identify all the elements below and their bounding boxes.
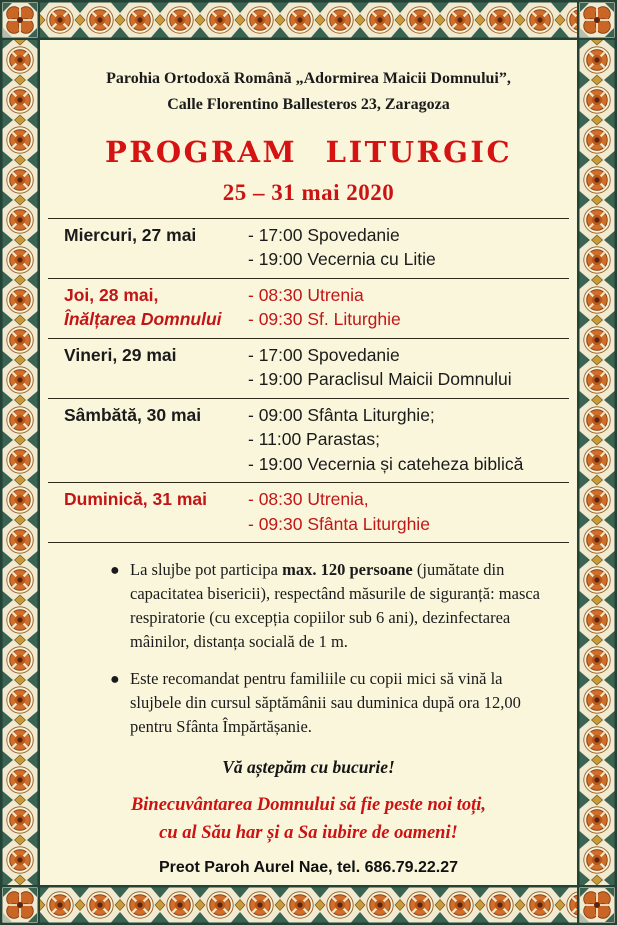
service-time: - 08:30 Utrenia bbox=[248, 284, 364, 305]
day-label: Vineri, 29 mai bbox=[64, 344, 177, 365]
tile-border-right bbox=[577, 40, 617, 885]
service-time: - 19:00 Vecernia cu Litie bbox=[248, 249, 436, 270]
page-title: PROGRAM LITURGIC bbox=[104, 134, 513, 169]
schedule-row-wednesday bbox=[48, 219, 569, 279]
note-text-bold: max. 120 persoane bbox=[282, 560, 413, 580]
date-range: 25 – 31 mai 2020 bbox=[222, 179, 395, 205]
tile-border-left bbox=[0, 40, 40, 885]
welcome-message: Vă aștepăm cu bucurie! bbox=[222, 756, 395, 777]
notes-list bbox=[110, 558, 543, 738]
schedule-row-saturday bbox=[48, 399, 569, 484]
schedule-row-sunday bbox=[48, 483, 569, 543]
services-list bbox=[248, 487, 569, 536]
tile-corner-top-left bbox=[0, 0, 40, 40]
parish-header bbox=[40, 66, 577, 118]
tile-border-top bbox=[0, 0, 617, 40]
note-text: Este recomandat pentru familiile cu copii mici să vină la slujbele din cursul săptămânii sau duminica după ora 12,00 pentru Sfânta Împărtășanie. bbox=[130, 669, 521, 736]
services-list bbox=[248, 343, 569, 392]
bullet-icon: ● bbox=[110, 671, 120, 688]
service-time: - 09:00 Sfânta Liturghie; bbox=[248, 404, 435, 425]
parish-address: Calle Florentino Ballesteros 23, Zaragoza bbox=[167, 95, 450, 113]
blessing-line: cu al Său har și a Sa iubire de oameni! bbox=[159, 822, 458, 843]
blessing-line: Binecuvântarea Domnului să fie peste noi toți, bbox=[130, 794, 487, 815]
schedule-row-thursday bbox=[48, 279, 569, 339]
schedule-row-friday bbox=[48, 339, 569, 399]
tile-corner-top-right bbox=[577, 0, 617, 40]
feast-name: Înălțarea Domnului bbox=[64, 309, 222, 330]
note-text: (jumătate din capacitatea bisericii), respectând măsurile de siguranță: masca respiratorie (cu excepția copiilor sub 6 ani), dezinfectarea mâinilor, distanța socială de 1 m. bbox=[130, 560, 541, 652]
parish-name: Parohia Ortodoxă Română „Adormirea Maicii Domnului”, bbox=[106, 70, 511, 87]
services-list bbox=[248, 403, 569, 477]
day-line: Joi, 28 mai, bbox=[64, 284, 159, 305]
service-time: - 19:00 Paraclisul Maicii Domnului bbox=[248, 369, 512, 390]
tile-corner-bottom-right bbox=[577, 885, 617, 925]
blessing-message bbox=[40, 792, 577, 848]
bullet-icon: ● bbox=[110, 562, 120, 580]
service-time: - 11:00 Parastas; bbox=[248, 429, 380, 450]
day-label: Duminică, 31 mai bbox=[64, 489, 207, 510]
note-capacity bbox=[110, 558, 543, 654]
service-time: - 09:30 Sf. Liturghie bbox=[248, 309, 401, 330]
service-time: - 09:30 Sfânta Liturghie bbox=[248, 513, 430, 534]
note-families bbox=[110, 667, 543, 739]
day-label: Miercuri, 27 mai bbox=[64, 224, 197, 245]
services-list bbox=[248, 223, 569, 272]
priest-contact: Preot Paroh Aurel Nae, tel. 686.79.22.27 bbox=[158, 859, 459, 877]
service-time: - 19:00 Vecernia și cateheza biblică bbox=[248, 453, 524, 474]
note-text: La slujbe pot participa bbox=[130, 560, 283, 580]
schedule-table bbox=[48, 218, 569, 544]
services-list bbox=[248, 283, 569, 332]
service-time: - 08:30 Utrenia, bbox=[248, 489, 369, 510]
day-label bbox=[48, 283, 248, 332]
tile-corner-bottom-left bbox=[0, 885, 40, 925]
day-label: Sâmbătă, 30 mai bbox=[64, 404, 202, 425]
service-time: - 17:00 Spovedanie bbox=[248, 224, 400, 245]
service-time: - 17:00 Spovedanie bbox=[248, 344, 400, 365]
flyer-content bbox=[40, 40, 577, 885]
tile-border-bottom bbox=[0, 885, 617, 925]
